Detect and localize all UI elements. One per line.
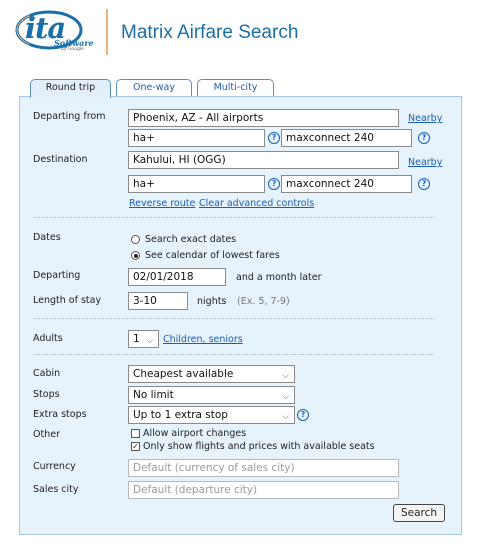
destination-routing-code-input[interactable]: ha+ [128, 175, 265, 193]
adults-value: 1 [133, 333, 140, 345]
destination-label: Destination [33, 154, 88, 165]
children-seniors-link[interactable]: Children, seniors [163, 334, 243, 345]
calendar-fares-radio[interactable] [131, 251, 140, 260]
sales-city-input[interactable]: Default (departure city) [128, 481, 399, 499]
departing-date-label: Departing [33, 270, 81, 281]
available-seats-label[interactable]: Only show flights and prices with available seats [143, 441, 375, 452]
dates-label: Dates [33, 232, 61, 243]
departing-date-input[interactable]: 02/01/2018 [128, 268, 226, 286]
section-divider [33, 354, 434, 355]
departing-date-note: and a month later [236, 272, 322, 283]
cabin-select[interactable] [128, 365, 295, 383]
other-label: Other [33, 429, 60, 440]
reverse-route-link[interactable]: Reverse route [129, 198, 196, 209]
routing-code-help-icon[interactable]: ? [268, 132, 280, 144]
clear-advanced-controls-link[interactable]: Clear advanced controls [199, 198, 315, 209]
stops-select[interactable] [128, 386, 295, 404]
search-button[interactable]: Search [393, 504, 445, 522]
departing-extension-code-input[interactable]: maxconnect 240 [281, 129, 412, 147]
departing-from-input[interactable]: Phoenix, AZ - All airports [128, 109, 399, 127]
logo-text: ita [25, 11, 66, 45]
extra-stops-value: Up to 1 extra stop [133, 409, 228, 421]
section-divider [33, 217, 434, 218]
adults-label: Adults [33, 333, 63, 344]
routing-code-help-icon[interactable]: ? [268, 178, 280, 190]
currency-label: Currency [33, 461, 76, 472]
stops-value: No limit [133, 389, 174, 401]
destination-extension-code-input[interactable]: maxconnect 240 [281, 175, 412, 193]
ita-software-logo [14, 8, 94, 54]
available-seats-checkbox[interactable]: ✓ [132, 442, 139, 451]
allow-airport-changes-label[interactable]: Allow airport changes [143, 428, 247, 439]
stops-label: Stops [33, 389, 60, 400]
header-divider [106, 9, 108, 55]
length-of-stay-input[interactable]: 3-10 [128, 292, 188, 310]
length-of-stay-example: (Ex. 5, 7-9) [237, 296, 290, 307]
chevron-down-icon: ⌵ [282, 371, 289, 381]
tab-multi-city[interactable]: Multi-city [197, 79, 274, 96]
currency-input[interactable]: Default (currency of sales city) [128, 459, 399, 477]
length-of-stay-label: Length of stay [33, 295, 102, 306]
extension-code-help-icon[interactable]: ? [418, 132, 430, 144]
logo-byline: by Google [61, 47, 84, 52]
cabin-label: Cabin [33, 368, 61, 379]
exact-dates-radio[interactable] [131, 235, 140, 244]
destination-nearby-link[interactable]: Nearby [408, 157, 443, 168]
extra-stops-select[interactable] [128, 406, 295, 424]
departing-routing-code-input[interactable]: ha+ [128, 129, 265, 147]
extra-stops-help-icon[interactable]: ? [297, 409, 309, 421]
departing-nearby-link[interactable]: Nearby [408, 113, 443, 124]
departing-from-label: Departing from [33, 111, 106, 122]
cabin-value: Cheapest available [133, 368, 234, 380]
extra-stops-label: Extra stops [33, 409, 87, 420]
sales-city-label: Sales city [33, 484, 79, 495]
chevron-down-icon: ⌵ [282, 392, 289, 402]
tab-one-way[interactable]: One-way [116, 79, 192, 96]
nights-label: nights [197, 296, 227, 307]
logo-subtext: Software [54, 38, 94, 48]
section-divider [33, 318, 434, 319]
tab-round-trip[interactable]: Round trip [30, 79, 111, 98]
destination-input[interactable]: Kahului, HI (OGG) [128, 151, 399, 169]
chevron-down-icon: ⌵ [146, 336, 153, 346]
chevron-down-icon: ⌵ [282, 412, 289, 422]
allow-airport-changes-checkbox[interactable] [131, 429, 140, 438]
page-title: Matrix Airfare Search [121, 22, 299, 43]
adults-select[interactable] [128, 330, 159, 348]
extension-code-help-icon[interactable]: ? [418, 178, 430, 190]
exact-dates-label[interactable]: Search exact dates [145, 234, 237, 245]
calendar-fares-label[interactable]: See calendar of lowest fares [145, 250, 280, 261]
